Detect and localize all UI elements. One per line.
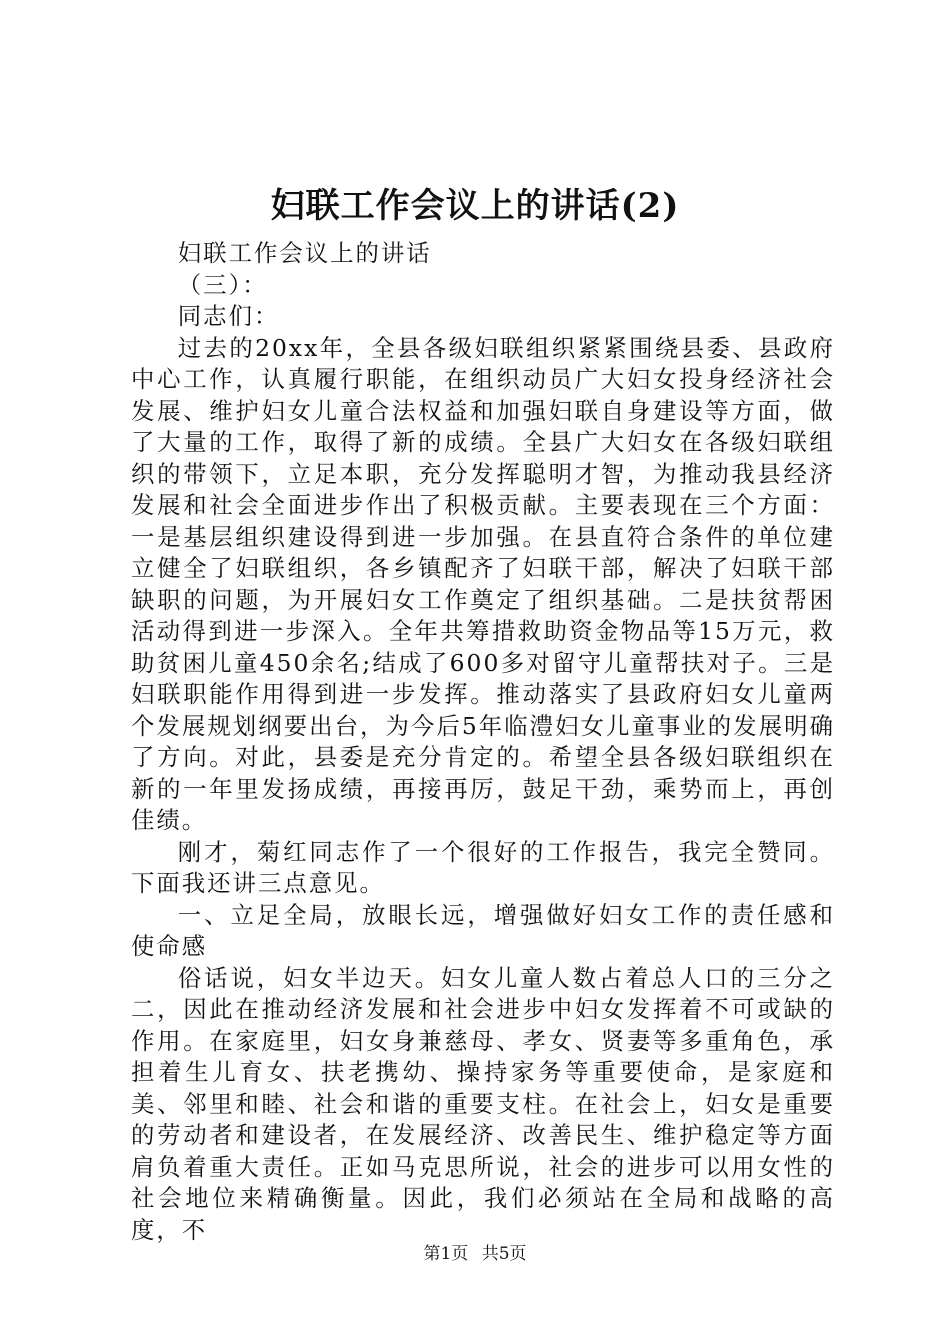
body-paragraph: 刚才，菊红同志作了一个很好的工作报告，我完全赞同。下面我还讲三点意见。 — [131, 837, 835, 897]
subtitle-number-paragraph: （三）： — [177, 270, 268, 299]
page-number-total: 共5页 — [481, 1244, 527, 1264]
subtitle-paragraph: 妇联工作会议上的讲话 — [177, 239, 432, 267]
body-paragraph: 过去的20xx年，全县各级妇联组织紧紧围绕县委、县政府中心工作，认真履行职能，在组织动员广大妇女投身经济社会发展、维护妇女儿童合法权益和加强妇联自身建设等方面，做了大量的工作，取得了新的成绩。全县广大妇女在各级妇联组织的带领下，立足本职，充分发挥聪明才智，为推动我县经济发展和社会全面进步作出了积极贡献。主要表现在三个方面：一是基层组织建设得到进一步加强。在县直符合条件的单位建立健全了妇联组织，各乡镇配齐了妇联干部，解决了妇联干部缺职的问题，为开展妇女工作奠定了组织基础。二是扶贫帮困活动得到进一步深入。全年共筹措救助资金物品等15万元，救助贫困儿童450余名;结成了600多对留守儿童帮扶对子。三是妇联职能作用得到进一步发挥。推动落实了县政府妇女儿童两个发展规划纲要出台，为今后5年临澧妇女儿童事业的发展明确了方向。对此，县委是充分肯定的。希望全县各级妇联组织在新的一年里发扬成绩，再接再厉，鼓足干劲，乘势而上，再创佳绩。 — [131, 333, 835, 834]
document-body — [131, 238, 835, 1246]
body-paragraph: 俗话说，妇女半边天。妇女儿童人数占着总人口的三分之二，因此在推动经济发展和社会进步中妇女发挥着不可或缺的作用。在家庭里，妇女身兼慈母、孝女、贤妻等多重角色，承担着生儿育女、扶老携幼、操持家务等重要使命，是家庭和美、邻里和睦、社会和谐的重要支柱。在社会上，妇女是重要的劳动者和建设者，在发展经济、改善民生、维护稳定等方面肩负着重大责任。正如马克思所说，社会的进步可以用女性的社会地位来精确衡量。因此，我们必须站在全局和战略的高度，不 — [131, 963, 835, 1244]
page-number-current: 第1页 — [423, 1244, 469, 1264]
page-footer — [0, 1243, 950, 1265]
salutation-paragraph: 同志们： — [177, 302, 280, 330]
document-title: 妇联工作会议上的讲话(2) — [270, 186, 680, 226]
section-heading-paragraph: 一、立足全局，放眼长远，增强做好妇女工作的责任感和使命感 — [131, 900, 835, 960]
